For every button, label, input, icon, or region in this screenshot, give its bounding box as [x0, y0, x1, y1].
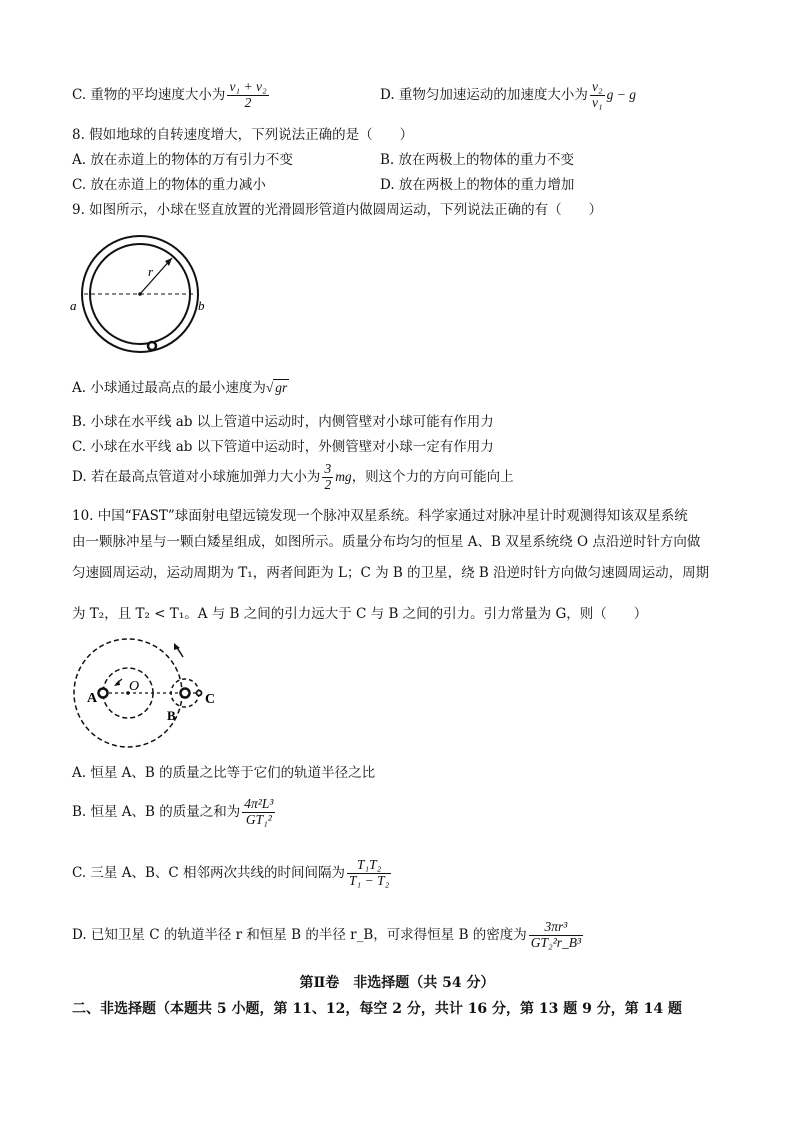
q9-option-d-fraction: $\frac{3}{2}$	[324, 461, 332, 492]
q8-stem: 8. 假如地球的自转速度增大，下列说法正确的是（ ）	[72, 127, 414, 143]
q10-inner-arrow-icon	[114, 680, 120, 686]
q10-line4: 为 T₂，且 T₂ < T₁。A 与 B 之间的引力远大于 C 与 B 之间的引力。引力常量为 G，则（ ）	[72, 606, 648, 622]
q10-line1: 10. 中国“FAST”球面射电望远镜发现一个脉冲双星系统。科学家通过对脉冲星计时观测得知该双星系统	[72, 508, 688, 524]
q9-option-a: A. 小球通过最高点的最小速度为√ gr	[72, 380, 288, 396]
q10-label-c: C	[205, 692, 216, 707]
q10-orbit-arrow-icon	[174, 643, 180, 650]
q10-option-d-fraction: $\frac{\text{3πr³}}{\text{GT₂²r\_B³}}$	[530, 919, 582, 950]
q9-center-dot	[138, 292, 142, 296]
q10-option-c-fraction: $\frac{\text{T₁T₂}}{\text{T₁ − T₂}}$	[349, 857, 390, 888]
q9-sqrt: √ gr	[265, 380, 288, 395]
q9-option-b: B. 小球在水平线 ab 以上管道中运动时，内侧管壁对小球可能有作用力	[72, 414, 494, 430]
section-title: 第Ⅱ卷 非选择题（共 54 分）	[299, 975, 495, 991]
q7-option-d-text: D. 重物匀加速运动的加速度大小为	[380, 86, 588, 103]
q7-option-c	[72, 80, 271, 111]
q9-label-a: a	[70, 298, 77, 313]
q10-star-b	[181, 689, 190, 698]
q10-orbit-figure	[70, 638, 230, 756]
q8-option-d: D. 放在两极上的物体的重力增加	[380, 177, 575, 193]
q10-line2: 由一颗脉冲星与一颗白矮星组成，如图所示。质量分布均匀的恒星 A、B 双星系统绕 O 点沿逆时针方向做	[72, 534, 701, 550]
q10-option-c: C. 三星 A、B、C 相邻两次共线的时间间隔为 $\frac{\text{T₁T₂}}{\text{T₁ − T₂}}$	[72, 857, 390, 888]
q10-option-b-fraction: $\frac{\text{4π²L³}}{\text{GT₁²}}$	[244, 796, 274, 827]
q10-satellite-c	[197, 691, 202, 696]
q9-option-d: D. 若在最高点管道对小球施加弹力大小为 $\frac{3}{2}$ mg，则这个力的方向可能向上	[72, 461, 514, 492]
q7-option-d: D. 重物匀加速运动的加速度大小为 $\frac{\text{v₂}}{\text{v₁}}$ g − g	[380, 79, 636, 110]
q10-label-a: A	[87, 691, 98, 706]
q10-line3: 匀速圆周运动，运动周期为 T₁，两者间距为 L；C 为 B 的卫星，绕 B 沿逆时针方向做匀速圆周运动，周期	[72, 565, 710, 581]
q10-option-a: A. 恒星 A、B 的质量之比等于它们的轨道半径之比	[72, 765, 376, 781]
q10-option-b: B. 恒星 A、B 的质量之和为 $\frac{\text{4π²L³}}{\text{GT₁²}}$	[72, 796, 274, 827]
q7-option-c-text: C. 重物的平均速度大小为	[72, 86, 226, 103]
q9-label-b: b	[198, 298, 205, 313]
q10-option-d: D. 已知卫星 C 的轨道半径 r 和恒星 B 的半径 r_B，可求得恒星 B 的密度为 $\frac{\text{3πr³}}{\text{GT₂²r\_B³}}$	[72, 919, 582, 950]
section-part2-heading: 二、非选择题（本题共 5 小题，第 11、12，每空 2 分，共计 16 分，第 13 题 9 分，第 14 题	[72, 1001, 682, 1017]
q8-option-c: C. 放在赤道上的物体的重力减小	[72, 177, 266, 193]
q9-stem: 9. 如图所示，小球在竖直放置的光滑圆形管道内做圆周运动，下列说法正确的有（ ）	[72, 202, 603, 218]
q7-option-c-fraction: $\frac{\text{v₁ + v₂}}{2}$	[229, 79, 267, 110]
q9-tube-figure	[66, 232, 216, 362]
q9-option-c: C. 小球在水平线 ab 以下管道中运动时，外侧管壁对小球一定有作用力	[72, 439, 494, 455]
q10-star-a	[99, 689, 108, 698]
q8-option-a: A. 放在赤道上的物体的万有引力不变	[72, 152, 293, 168]
q9-ball	[148, 342, 156, 350]
q9-label-r: r	[148, 264, 154, 279]
q10-label-b: B	[167, 708, 176, 723]
q7-option-d-fraction: $\frac{\text{v₂}}{\text{v₁}}$	[591, 79, 603, 110]
q8-option-b: B. 放在两极上的物体的重力不变	[380, 152, 575, 168]
q10-label-o: O	[129, 679, 140, 694]
